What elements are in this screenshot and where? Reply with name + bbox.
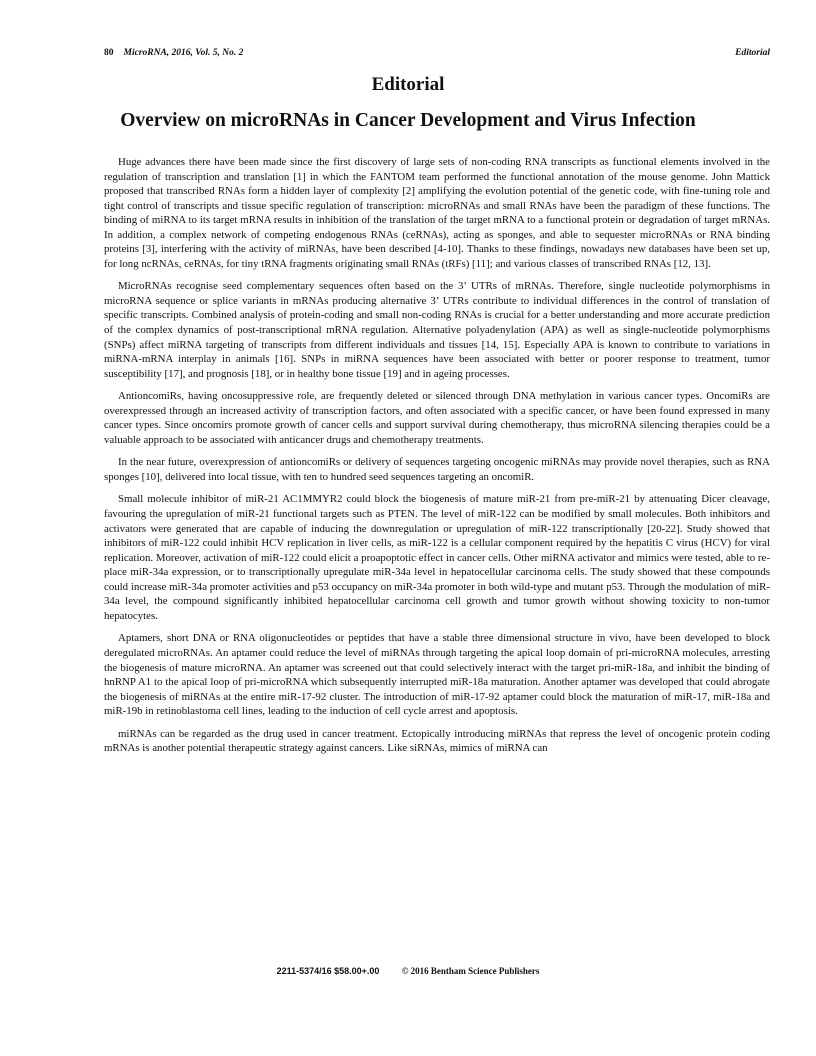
section-label: Editorial: [371, 74, 445, 95]
issn-price: 2211-5374/16 $58.00+.00: [276, 966, 380, 976]
paragraph: AntioncomiRs, having oncosuppressive role, are frequently deleted or silenced through DNA methylation in various cancer types. OncomiRs are overexpressed through an increased activity of transcription factors, and often associated with a specific cancer, or have been found expressed in many cancer types. Since oncomirs promote growth of cancer cells and support survival during chemotherapy, thus microRNA silencing therapies could be a valuable approach to be associated with anticancer drugs and chemotherapy treatments.: [104, 390, 770, 446]
running-header-left: [104, 48, 243, 62]
paragraph: Aptamers, short DNA or RNA oligonucleotides or peptides that have a stable three dimensional structure in vivo, have been developed to block deregulated microRNAs. An aptamer could reduce the level of miRNAs through targeting the apical loop domain of pri-microRNA molecules, arresting the biogenesis of mature microRNA. An aptamer was screened out that could selectively interact with the target pri-miR-18a, and inhibit the binding of hnRNP A1 to the apical loop of pri-microRNA which subsequently interrupted miR-18a maturation. Another aptamer was developed that could abrogate the biogenesis of miRNAs at the entire miR-17-92 cluster. The introduction of miR-17-92 aptamer could block the maturation of miR-17, miR-18a and miR-19b in retinoblastoma cell lines, leading to the induction of cell cycle arrest and apoptosis.: [104, 632, 770, 718]
paragraph: Huge advances there have been made since the first discovery of large sets of non-coding RNA transcripts as functional elements involved in the regulation of transcription and translation [1] in which the FANTOM team performed the functional annotation of the mouse genome. John Mattick proposed that transcribed RNAs form a hidden layer of complexity [2] amplifying the evolution potential of the genetic code, with fine-tuning role and tight control of transcripts and tissue specific regulation of transcription: microRNAs and small RNAs have been the paradigm of these functions. The binding of miRNA to its target mRNA results in inhibition of the translation of the target mRNA to a functional protein or degradation of target mRNAs. In addition, a complex network of competing endogenous RNAs (ceRNAs), acting as sponges, and able to sequester microRNAs or RNA binding proteins [3], interfering with the activity of miRNAs, have been described [4-10]. Thanks to these findings, nowadays new databases have been set up, for long ncRNAs, ceRNAs, for tiny tRNA fragments originating small RNAs (tRFs) [11]; and various classes of transcribed RNAs [12, 13].: [104, 156, 770, 270]
paragraph: miRNAs can be regarded as the drug used in cancer treatment. Ectopically introducing miRNAs that repress the level of oncogenic protein coding mRNAs is another potential therapeutic strategy against cancers. Like siRNAs, mimics of miRNA can: [104, 727, 770, 755]
paragraph: Small molecule inhibitor of miR-21 AC1MMYR2 could block the biogenesis of mature miR-21 from pre-miR-21 by attenuating Dicer cleavage, favouring the upregulation of miR-21 functional targets such as PTEN. The level of miR-122 can be modified by small molecules. Both inhibitors and activators were generated that are capable of inducing the downregulation or upregulation of miR-122 transcriptionally [20-22]. Study showed that inhibitors of miR-122 could inhibit HCV replication in liver cells, as miR-122 is a cellular component required by the hepatitis C virus (HCV) for viral replication. Moreover, activation of miR-122 could elicit a proapoptotic effect in cancer cells. Other miRNA activator and mimics were tested, able to replace miR-34a expression, or to transcriptionally upregulate miR-34a level in hepatocellular carcinoma cells. The study showed that these compounds could increase miR-34a promoter activities and p53 occupancy on miR-34a promoter in both wild-type and mutant p53. Through the modulation of miR-34a level, the compound significantly inhibited hepatocellular carcinoma cell growth and tumor growth without showing toxicity to non-tumor hepatocytes.: [104, 493, 770, 622]
article-body: [104, 155, 770, 764]
page-number: 80: [104, 48, 114, 58]
running-header-section: Editorial: [735, 48, 770, 58]
paragraph: In the near future, overexpression of antioncomiRs or delivery of sequences targeting oncogenic miRNAs may provide novel therapies, such as RNA sponges [10], delivered into local tissue, with ten to hundred seed sequences targeting an oncomiR.: [104, 456, 770, 483]
page-footer: [0, 966, 816, 976]
article-title: Overview on microRNAs in Cancer Development and Virus Infection: [120, 110, 696, 131]
journal-citation: MicroRNA, 2016, Vol. 5, No. 2: [123, 48, 244, 58]
copyright: © 2016 Bentham Science Publishers: [401, 966, 540, 976]
running-header: [104, 48, 770, 62]
paragraph: MicroRNAs recognise seed complementary sequences often based on the 3’ UTRs of mRNAs. Therefore, single nucleotide polymorphisms in microRNA sequence or splice variants in mRNAs producing alternative 3’ UTRs contribute to individual differences in the control of translation of specific transcripts. Combined analysis of protein-coding and small non-coding RNAs is crucial for a better understanding and more accurate prediction of the complex dynamics of post-transcriptional mRNA regulation. Alternative polyadenylation (APA) as well as single-nucleotide polymorphisms (SNPs) affect miRNA targeting of transcripts from different individuals and tissues [14, 15]. Especially APA is known to contribute to variations in miRNA-mRNA interplay in animals [16]. SNPs in miRNA sequences have been associated with better or poorer response to treatment, tumor susceptibility [17], and prognosis [18], or in healthy bone tissue [19] and in ageing processes.: [104, 280, 770, 380]
